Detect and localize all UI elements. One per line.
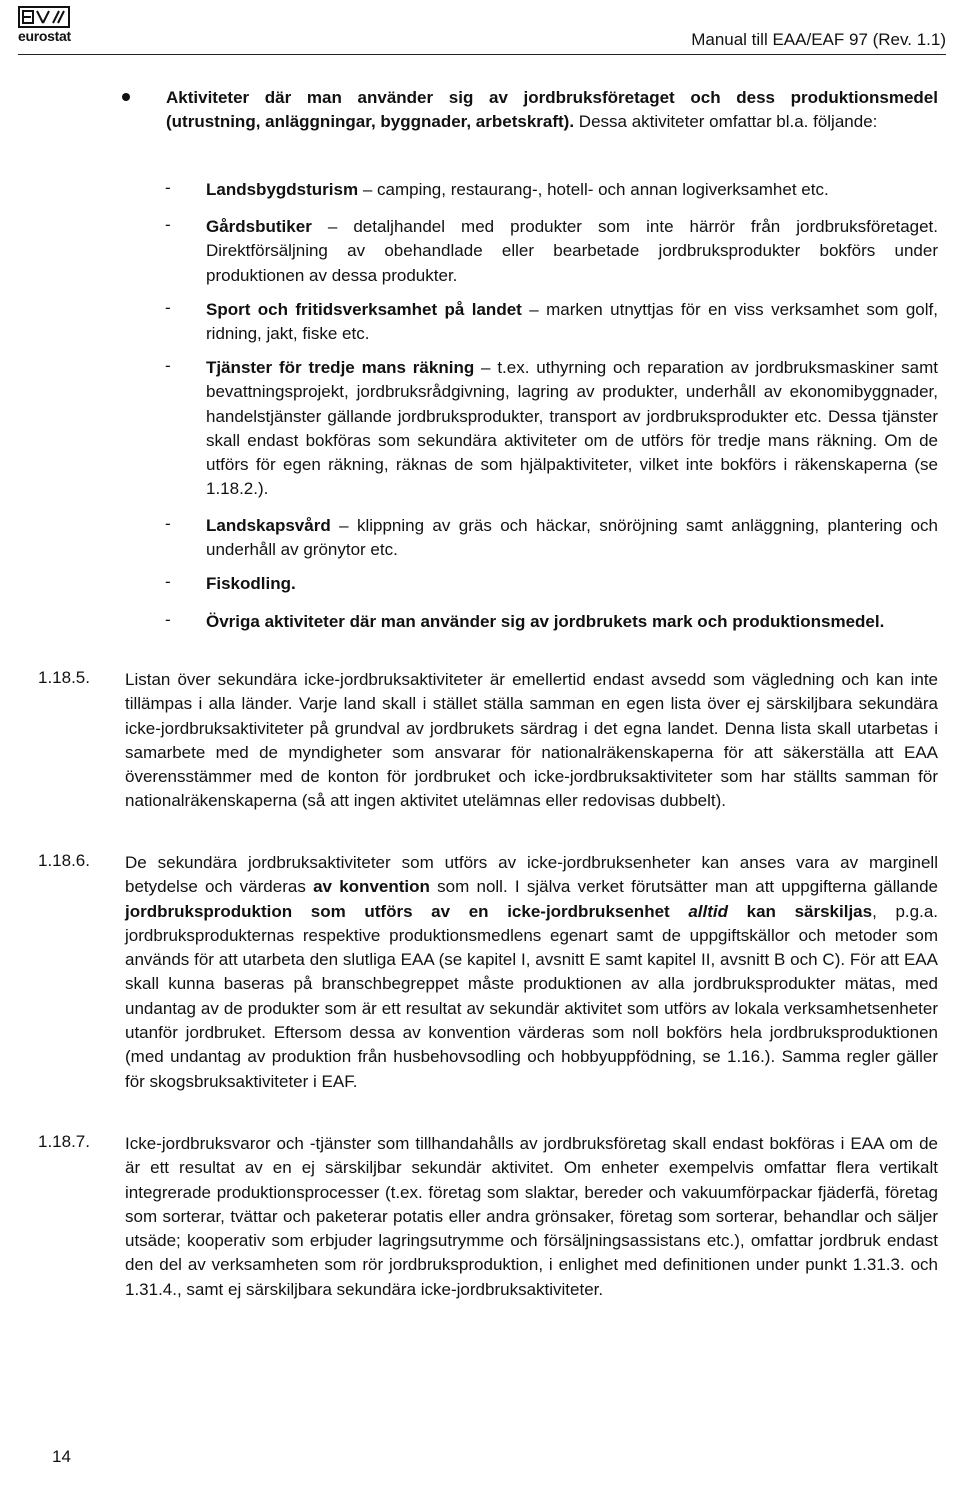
logo-text: eurostat (18, 28, 71, 44)
section-number: 1.18.6. (38, 851, 90, 870)
list-item: Landsbygdsturism – camping, restaurang-, hotell- och annan logiverksamhet etc. (206, 180, 829, 199)
list-item: Fiskodling. (206, 574, 296, 593)
intro-rest: Dessa aktiviteter omfattar bl.a. följande: (574, 112, 878, 132)
section-1185-text: Listan över sekundära icke-jordbruksaktiviteter är emellertid endast avsedd som vägledning och kan inte tillämpas i alla länder. Varje land skall i stället ställa samman en egen lista över ej särskiljbara sekundära icke-jordbruksaktiviteter på grundval av jordbrukets särdrag i det egna landet. Denna lista skall utarbetas i samarbete med de myndigheter som ansvarar för nationalräkenskaperna för att säkerställa att EAA överensstämmer med de konton för jordbruket och icke-jordbruksaktiviteter som har ställts samman för nationalräkenskaperna (så att ingen aktivitet utelämnas eller redovisas dubbelt). (125, 670, 938, 811)
eurostat-logo-icon (18, 6, 70, 28)
list-item: Sport och fritidsverksamhet på landet – marken utnyttjas för en viss verksamhet som golf, ridning, jakt, fiske etc. (206, 300, 938, 344)
section-1186-text: De sekundära jordbruksaktiviteter som utförs av icke-jordbruksenheter kan anses vara av marginell betydelse och värderas av konvention som noll. I själva verket förutsätter man att uppgifterna gällande jordbruksproduktion som utförs av en icke-jordbruksenhet alltid kan särskiljas, p.g.a. jordbruksprodukternas respektive produktionsmedlens egenart samt de uppgiftskällor och metoder som används för att utarbeta den slutliga EAA (se kapitel I, avsnitt E samt kapitel II, avsnitt B och C). För att EAA skall kunna baseras på branschbegreppet måste produktionen av alla jordbruksprodukter mätas, med undantag av de produkter som är ett resultat av sekundär aktivitet som utförs av lokala verksamhetsenheter utanför jordbruket. Eftersom dessa av konvention värderas som noll bokförs hela jordbruksproduktionen (med undantag av produktion från husbehovsodling och hobbyuppfödning, se 1.16.). Samma regler gäller för skogsbruksaktiviteter i EAF. (125, 853, 939, 1091)
dash-marker: - (165, 514, 171, 533)
manual-title: Manual till EAA/EAF 97 (Rev. 1.1) (691, 30, 946, 49)
list-item: Gårdsbutiker – detaljhandel med produkter som inte härrör från jordbruksföretaget. Direktförsäljning av obehandlade eller bearbetade jordbruksprodukter bokförs under produktionen av dessa produkter. (206, 217, 938, 285)
section-1187-text: Icke-jordbruksvaror och -tjänster som tillhandahålls av jordbruksföretag skall endast bokföras i EAA om de är ett resultat av en ej särskiljbar sekundär aktivitet. Om enheter exempelvis omfattar flera vertikalt integrerade produktionsprocesser (t.ex. företag som slaktar, bereder och vakuumförpackar fjäderfä, företag som sorterar, tvättar och paketerar potatis eller andra grönsaker, företag som sorterar, behandlar och säljer utsäde; kooperativ som erbjuder lagringsutrymme och försäljningsassistans etc.), omfattar jordbruk endast den del av verksamheten som rör jordbruksproduktion, i enlighet med definitionen under punkt 1.31.3. och 1.31.4., samt ej särskiljbara sekundära icke-jordbruksaktiviteter. (125, 1134, 938, 1299)
list-item: Landskapsvård – klippning av gräs och häckar, snöröjning samt anläggning, plantering och underhåll av grönytor etc. (206, 516, 938, 560)
section-number: 1.18.7. (38, 1132, 90, 1151)
dash-marker: - (165, 610, 171, 629)
dash-marker: - (165, 298, 171, 317)
dash-marker: - (165, 215, 171, 234)
intro-bold: Aktiviteter där man använder sig av jordbruksföretaget och dess produktionsmedel (utrustning, anläggningar, byggnader, arbetskraft). (166, 88, 938, 132)
dash-marker: - (165, 178, 171, 197)
page-header (18, 6, 946, 49)
page-number: 14 (52, 1447, 71, 1466)
list-item: Övriga aktiviteter där man använder sig av jordbrukets mark och produktionsmedel. (206, 612, 885, 631)
dash-marker: - (165, 572, 171, 591)
section-number: 1.18.5. (38, 668, 90, 687)
header-divider (18, 54, 946, 55)
list-item: Tjänster för tredje mans räkning – t.ex. uthyrning och reparation av jordbruksmaskiner samt bevattningsprojekt, jordbruksrådgivning, lagring av produkter, underhåll av ekonomibyggnader, handelstjänster gällande jordbruksprodukter, transport av jordbruksprodukter etc. Dessa tjänster skall endast bokföras som sekundära aktiviteter om de utförs för tredje mans räkning. Om de utförs för egen räkning, räknas de som hjälpaktiviteter, vilket inte bokförs i räkenskaperna (se 1.18.2.). (206, 358, 938, 499)
intro-paragraph (166, 86, 938, 135)
dash-marker: - (165, 356, 171, 375)
bullet-icon (122, 93, 130, 101)
